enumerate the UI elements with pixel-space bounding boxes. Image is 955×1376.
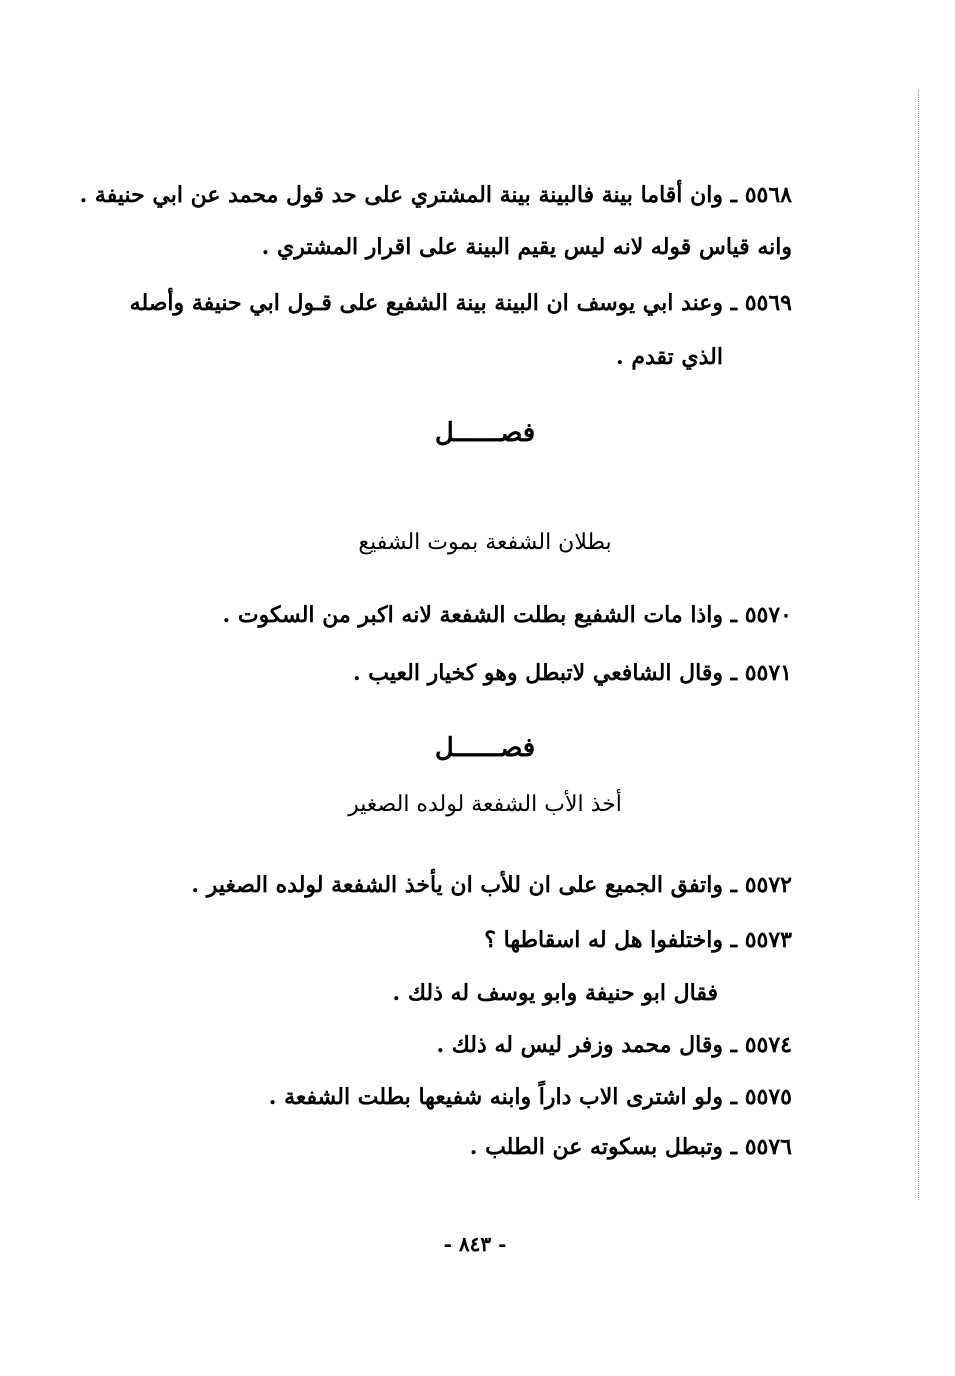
section-1-subheading: بطلان الشفعة بموت الشفيع xyxy=(358,530,612,555)
paragraph-5569-line-2: الذي تقدم . xyxy=(616,344,723,370)
paragraph-5569-line-1: ٥٥٦٩ ـ وعند ابي يوسف ان البينة بينة الشفيع على قـول ابي حنيفة وأصله xyxy=(129,290,792,316)
scan-margin-rule xyxy=(918,90,919,1200)
paragraph-5574: ٥٥٧٤ ـ وقال محمد وزفر ليس له ذلك . xyxy=(436,1032,792,1058)
paragraph-5568-line-2: وانه قياس قوله لانه ليس يقيم البينة على اقرار المشتري . xyxy=(261,234,792,260)
paragraph-5573-continuation: فقال ابو حنيفة وابو يوسف له ذلك . xyxy=(392,980,718,1006)
section-1-heading: فصــــــل xyxy=(434,418,536,448)
paragraph-5571: ٥٥٧١ ـ وقال الشافعي لاتبطل وهو كخيار العيب . xyxy=(352,660,792,686)
paragraph-5568-line-1: ٥٥٦٨ ـ وان أقاما بينة فالبينة بينة المشتري على حد قول محمد عن ابي حنيفة . xyxy=(79,182,792,208)
page-number: - ٨٤٣ - xyxy=(443,1232,507,1256)
paragraph-5576: ٥٥٧٦ ـ وتبطل بسكوته عن الطلب . xyxy=(469,1134,792,1160)
paragraph-5570: ٥٥٧٠ ـ واذا مات الشفيع بطلت الشفعة لانه اكبر من السكوت . xyxy=(222,602,792,628)
paragraph-5573: ٥٥٧٣ ـ واختلفوا هل له اسقاطها ؟ xyxy=(484,927,792,953)
section-2-heading: فصــــــل xyxy=(434,733,536,763)
paragraph-5572: ٥٥٧٢ ـ واتفق الجميع على ان للأب ان يأخذ الشفعة لولده الصغير . xyxy=(191,872,792,898)
section-2-subheading: أخذ الأب الشفعة لولده الصغير xyxy=(348,792,622,817)
paragraph-5575: ٥٥٧٥ ـ ولو اشترى الاب داراً وابنه شفيعها بطلت الشفعة . xyxy=(268,1084,792,1110)
